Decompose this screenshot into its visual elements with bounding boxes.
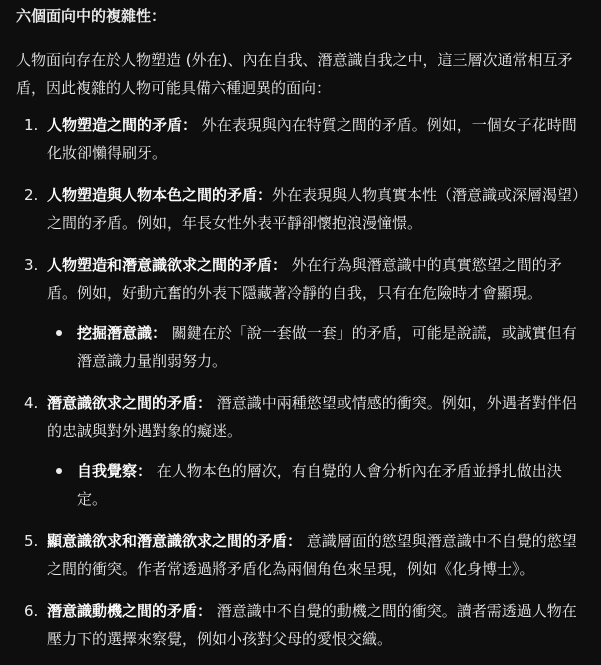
sub-list-item: [47, 457, 585, 513]
item-term: 潛意識動機之間的矛盾：: [47, 602, 213, 620]
facets-list: [16, 111, 585, 653]
list-item-2: [16, 181, 585, 237]
item-text: 外在行為與潛意識中的真實慾望之間的矛盾。例如，好動亢奮的外表下隱藏著冷靜的自我，只有在危險時才會顯現。: [47, 256, 562, 302]
item-text: 潛意識中兩種慾望或情感的衝突。例如，外遇者對伴侶的忠誠與對外遇對象的癡迷。: [47, 394, 577, 440]
list-item-6: [16, 597, 585, 653]
sub-item-text: 關鍵在於「說一套做一套」的矛盾，可能是說謊，或誠實但有潛意識力量削弱努力。: [77, 324, 577, 370]
sub-list: [47, 319, 585, 375]
list-number: 6.: [24, 602, 39, 620]
item-term: 潛意識欲求之間的矛盾：: [47, 394, 213, 412]
sub-item-term: 挖掘潛意識：: [77, 324, 168, 342]
section-heading: 六個面向中的複雜性：: [16, 7, 167, 25]
sub-list: [47, 457, 585, 513]
list-item-4: [16, 389, 585, 513]
bullet-icon: [56, 468, 62, 474]
item-term: 人物塑造和潛意識欲求之間的矛盾：: [47, 256, 288, 274]
item-text: 意識層面的慾望與潛意識中不自覺的慾望之間的衝突。作者常透過將矛盾化為兩個角色來呈現，例如《化身博士》。: [47, 532, 577, 578]
list-number: 1.: [24, 116, 39, 134]
item-text: 潛意識中不自覺的動機之間的衝突。讀者需透過人物在壓力下的選擇來察覺，例如小孩對父母的愛恨交織。: [47, 602, 577, 648]
list-item-3: [16, 251, 585, 375]
intro-paragraph: 人物面向存在於人物塑造 (外在)、內在自我、潛意識自我之中，這三層次通常相互矛盾，因此複雜的人物可能具備六種迥異的面向：: [16, 51, 573, 97]
sub-item-term: 自我覺察：: [77, 462, 153, 480]
item-term: 人物塑造之間的矛盾：: [47, 116, 198, 134]
bullet-icon: [56, 330, 62, 336]
list-item-5: [16, 527, 585, 583]
sub-item-text: 在人物本色的層次，有自覺的人會分析內在矛盾並掙扎做出決定。: [77, 462, 562, 508]
sub-list-item: [47, 319, 585, 375]
item-term: 人物塑造與人物本色之間的矛盾：: [47, 186, 273, 204]
list-number: 5.: [24, 532, 39, 550]
item-text: 外在表現與人物真實本性（潛意識或深層渴望）之間的矛盾。例如，年長女性外表平靜卻懷抱浪漫憧憬。: [47, 186, 580, 232]
list-number: 4.: [24, 394, 39, 412]
item-text: 外在表現與內在特質之間的矛盾。例如，一個女子花時間化妝卻懶得刷牙。: [47, 116, 577, 162]
item-term: 顯意識欲求和潛意識欲求之間的矛盾：: [47, 532, 303, 550]
list-number: 2.: [24, 186, 39, 204]
list-item-1: [16, 111, 585, 167]
list-number: 3.: [24, 256, 39, 274]
